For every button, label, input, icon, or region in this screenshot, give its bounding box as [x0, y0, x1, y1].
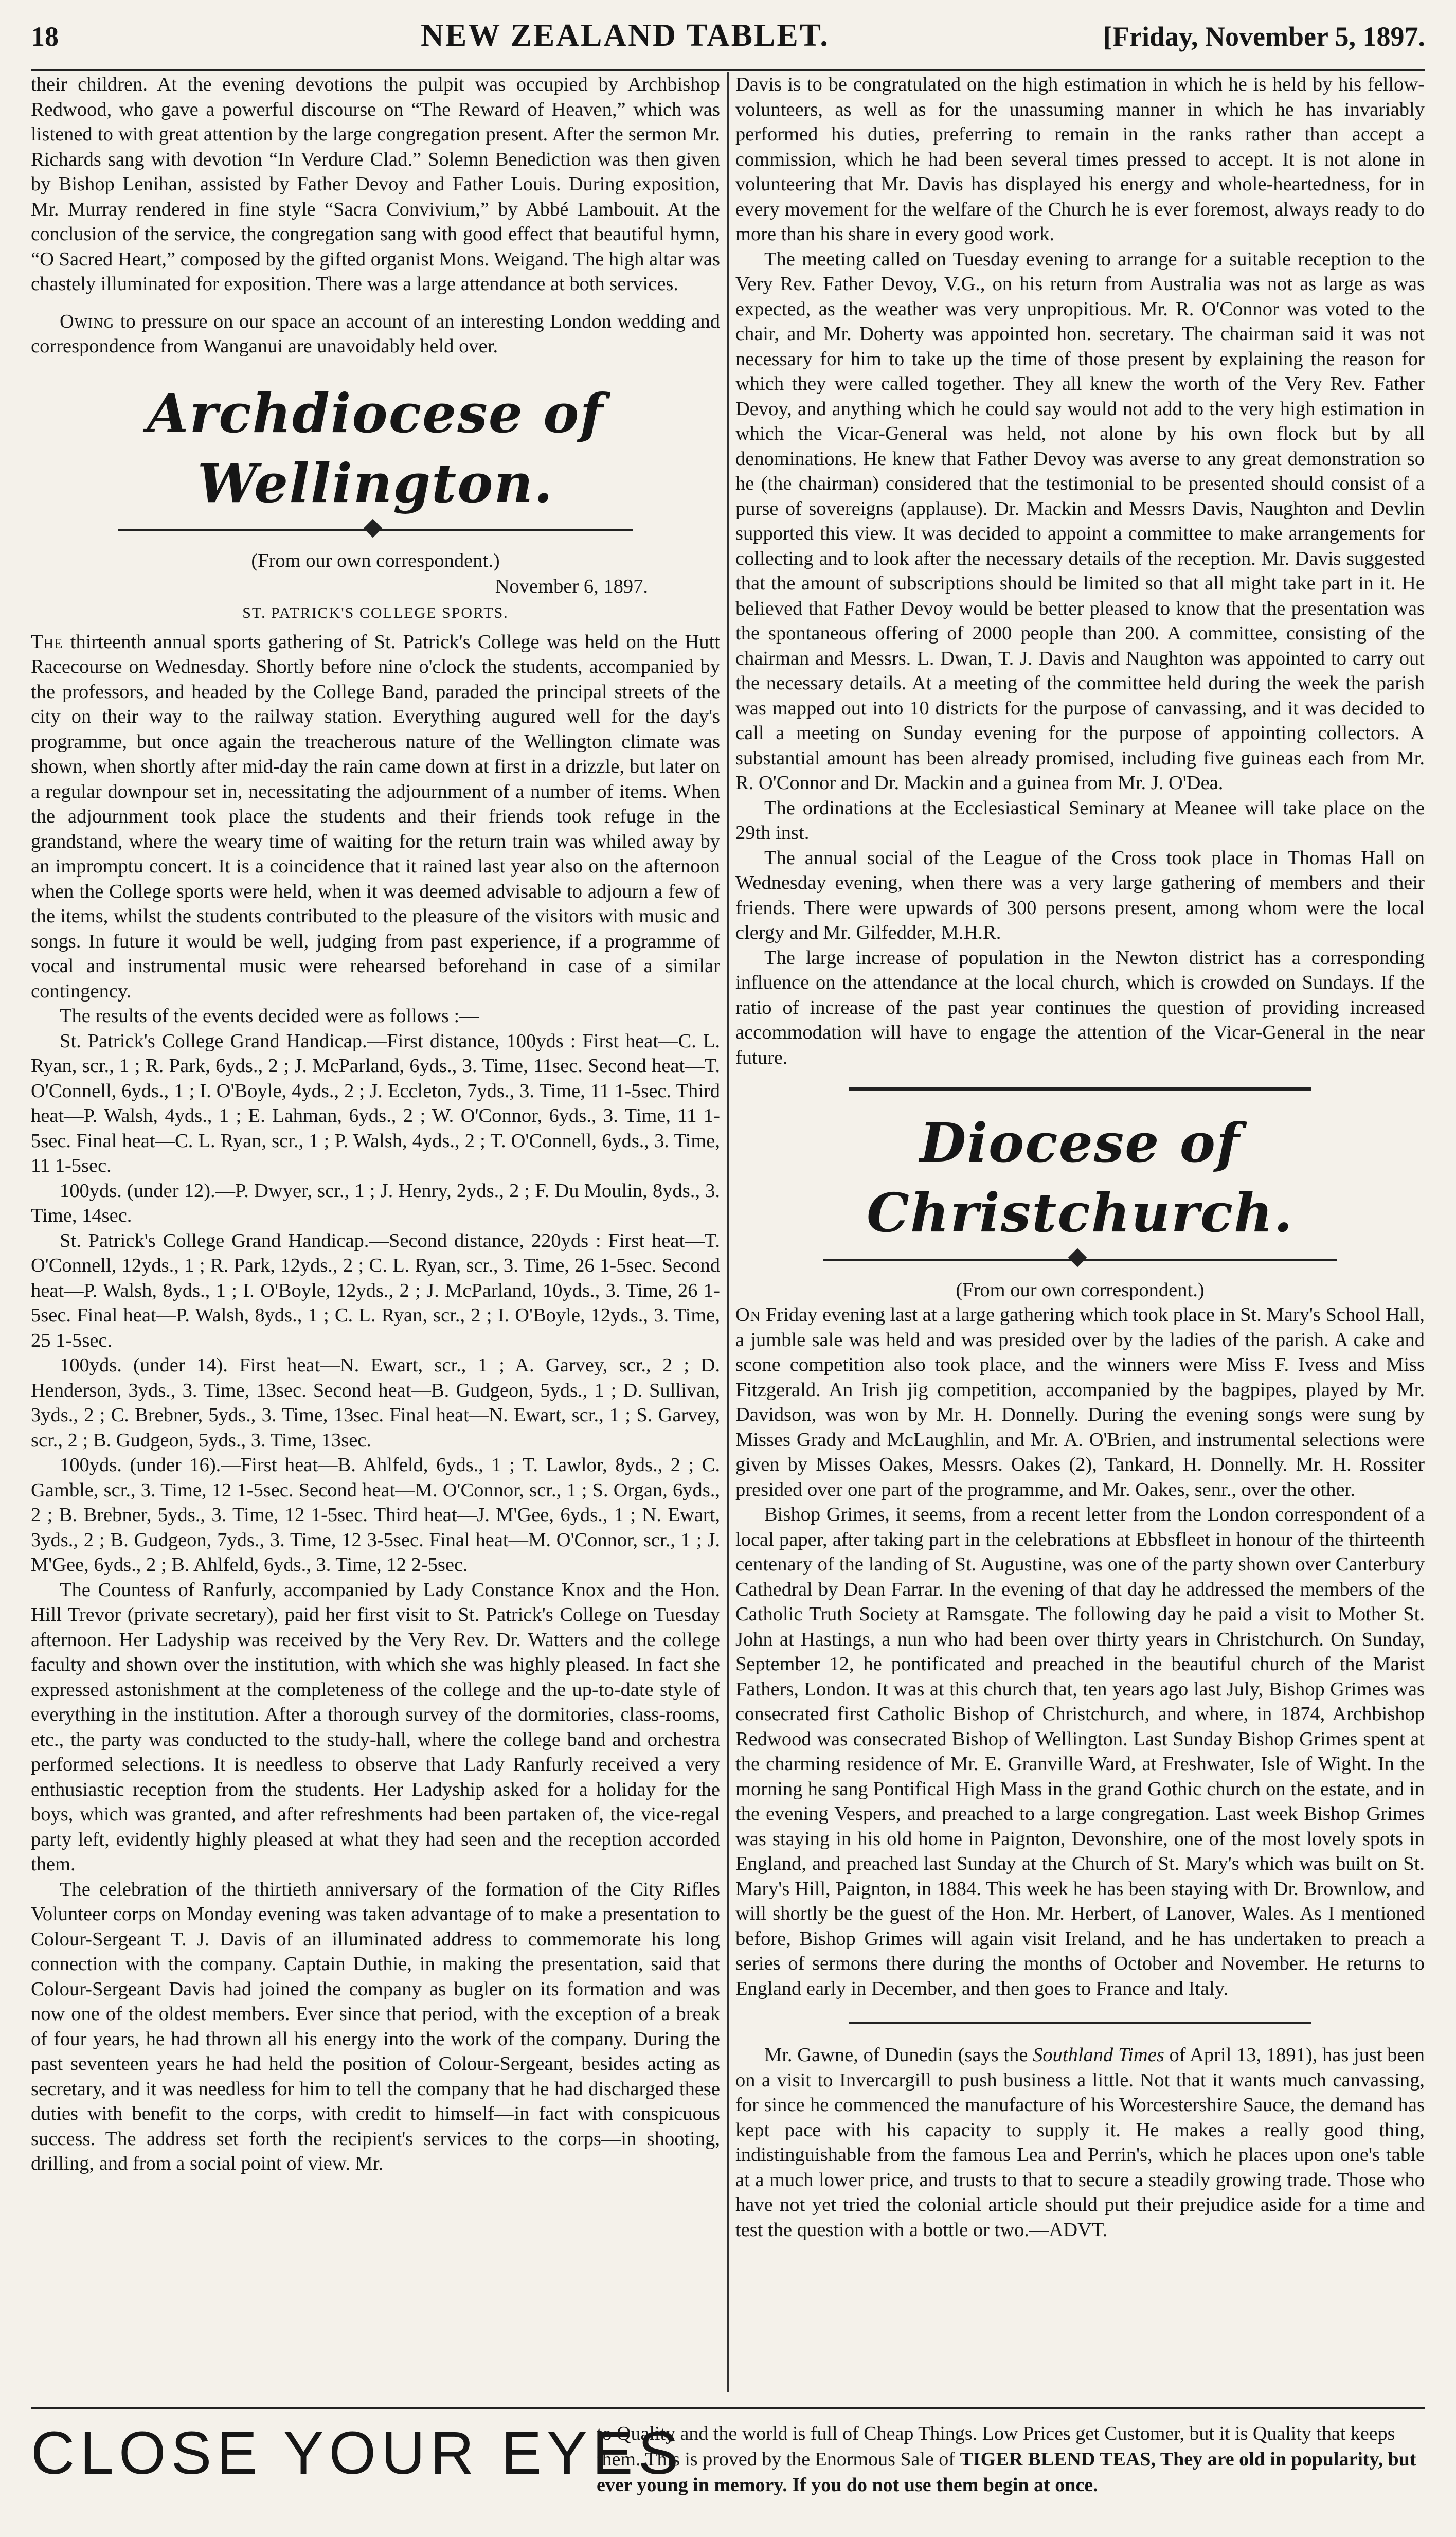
dateline: November 6, 1897.: [495, 575, 648, 597]
paragraph: The Countess of Ranfurly, accompanied by Lady Constance Knox and the Hon. Hill Trevor (private secretary), paid her first visit to St. Patrick's College on Tuesday afternoon. Her Ladyship was received by the Very Rev. Dr. Watters and the college faculty and shown over the institution, with which she was highly pleased. In fact she expressed astonishment at the completeness of the college and the up-to-date style of everything in the institution. After a thorough survey of the dormitories, class-rooms, etc., the party was conducted to the study-hall, where the college band and orchestra performed selections. It is needless to observe that Lady Ranfurly received a very enthusiastic reception from the students. Her Ladyship asked for a holiday for the boys, which was granted, and after refreshments had been partaken of, the vice-regal party left, evidently highly pleased at what they had seen and the reception accorded them.: [31, 1579, 720, 1875]
paragraph-text: to pressure on our space an account of an interesting London wedding and correspondence from Wanganui are unavoidably held over.: [31, 310, 720, 357]
paragraph-text: thirteenth annual sports gathering of St. Patrick's College was held on the Hutt Racecourse on Wednesday. Shortly before nine o'clock the students, accompanied by the professors, and headed by the College Band, paraded the principal streets of the city on their way to the railway station. Everything augured well for the day's programme, but once again the treacherous nature of the Wellington climate was shown, when shortly after mid-day the rain came down at first in a drizzle, but later on a regular downpour set in, necessitating the adjournment of a number of items. When the adjournment took place the students and their friends took refuge in the grandstand, where the weary time of waiting for the return train was whiled away by an impromptu concert. It is a coincidence that it rained last year also on the afternoon when the College sports were held, when it was deemed advisable to adjourn a few of the items, whilst the students contributed to the pleasure of the visitors with music and songs. In future it would be well, judging from past experience, if a programme of vocal and instrumental music were rehearsed beforehand in case of a similar contingency.: [31, 631, 720, 1002]
paragraph: The meeting called on Tuesday evening to arrange for a suitable reception to the Very Rev. Father Devoy, V.G., on his return from Australia was not as large as was expected, as the weather was very unpropitious. Mr. R. O'Connor was voted to the chair, and Mr. Doherty was appointed hon. secretary. The chairman said it was not necessary for him to take up the time of those present by explaining the reason for which they were called together. They all knew the worth of the Very Rev. Father Devoy, and anything which he could say would not add to the very high estimation in which the Vicar-General was held, not alone by his own flock but by all denominations. He knew that Father Devoy was averse to any great demonstration so he (the chairman) considered that the testimonial to be presented should consist of a purse of sovereigns (applause). Dr. Mackin and Messrs Davis, Naughton and Devlin supported this view. It was decided to appoint a committee to make arrangements for collecting and to look after the necessary details of the reception. Mr. Davis suggested that the amount of subscriptions should be limited so that all might take part in it. He believed that Father Devoy would be better pleased to know that the presentation was the spontaneous offering of 2000 people than 200. A committee, consisting of the chairman and Messrs. L. Dwan, T. J. Davis and Naughton was appointed to carry out the necessary details. At a meeting of the committee held during the week the parish was mapped out into 10 districts for the purpose of canvassing, and it was decided to call a meeting on Sunday evening for the purpose of appointing collectors. A substantial amount has been already promised, including five guineas each from Mr. R. O'Connor and Dr. Mackin and a guinea from Mr. J. O'Dea.: [735, 248, 1425, 794]
page-number: 18: [31, 21, 59, 52]
paragraph: The ordinations at the Ecclesiastical Seminary at Meanee will take place on the 29th inst.: [735, 797, 1425, 844]
section-divider: [849, 1087, 1311, 1091]
ornamental-rule: [118, 522, 633, 539]
correspondent-line: (From our own correspondent.): [251, 549, 500, 571]
column-left: [31, 72, 720, 2392]
paragraph: [735, 1302, 1425, 1502]
paragraph-text: of April 13, 1891), has just been on a visit to Invercargill to push business a little. Not that it wants much canvassing, for since he commenced the manufacture of his Worcestershire Sauce, the demand has kept pace with his capacity to supply it. He makes a really good thing, indistinguishable from the famous Lea and Perrin's, which he places upon one's table at a much lower price, and trusts to that to secure a steadily growing trade. Those who have not yet tried the colonial article should put their prejudice aside for a time and test the question with a bottle or two.—ADVT.: [735, 2044, 1425, 2241]
paragraph-text: Mr. Gawne, of Dunedin (says the: [764, 2044, 1033, 2066]
newspaper-title: NEW ZEALAND TABLET.: [421, 18, 830, 53]
advertorial-paragraph: [735, 2043, 1425, 2242]
paragraph: [31, 309, 720, 359]
advert-headline: CLOSE YOUR EYES: [31, 2419, 684, 2487]
lead-word: The: [31, 631, 63, 653]
paragraph: The annual social of the League of the Cross took place in Thomas Hall on Wednesday evening, when there was a very large gathering of members and their friends. There were upwards of 300 persons present, among whom were the local clergy and Mr. Gilfedder, M.H.R.: [735, 847, 1425, 943]
paragraph: The large increase of population in the Newton district has a corresponding influence on the attendance at the local church, which is crowded on Sundays. If the ratio of increase of the past year continues the question of providing increased accommodation will have to engage the attention of the Vicar-General in the near future.: [735, 946, 1425, 1068]
advert-brand: TIGER BLEND TEAS,: [960, 2449, 1156, 2470]
advertisement-banner: [31, 2407, 1425, 2528]
paragraph: Bishop Grimes, it seems, from a recent letter from the London correspondent of a local paper, after taking part in the celebrations at Ebbsfleet in honour of the thirteenth centenary of the landing of St. Augustine, was one of the party shown over Canterbury Cathedral by Dean Farrar. In the evening of that day he addressed the members of the Catholic Truth Society at Ramsgate. The following day he paid a visit to Mother St. John at Hastings, a nun who had been over thirty years in Christchurch. On Sunday, September 12, he pontificated and preached in the beautiful church of the Marist Fathers, London. It was at this church that, ten years ago last July, Bishop Grimes was consecrated first Catholic Bishop of Christchurch, and where, in 1874, Archbishop Redwood was consecrated Bishop of Wellington. Last Sunday Bishop Grimes spent at the charming residence of Mr. E. Granville Ward, at Freshwater, Isle of Wight. In the morning he sang Pontifical High Mass in the grand Gothic church on the estate, and in the evening Vespers, and preached to a large congregation. Last week Bishop Grimes was staying in his old home in Paignton, Devonshire, one of the most lovely spots in England, and preached last Sunday at the Church of St. Mary's which was built on St. Mary's Hill, Paignton, in 1884. This week he has been staying with Dr. Brownlow, and will shortly be the guest of the Hon. Mr. Herbert, of Lanover, Wales. As I mentioned before, Bishop Grimes will again visit Ireland, and he has undertaken to preach a series of sermons there during the months of October and November. He returns to England early in December, and then goes to France and Italy.: [735, 1504, 1425, 1999]
issue-date: [Friday, November 5, 1897.: [1103, 21, 1425, 52]
section-title-wellington: Archdiocese of Wellington.: [147, 381, 604, 515]
lead-word: Owing: [60, 310, 115, 332]
paragraph: their children. At the evening devotions the pulpit was occupied by Archbishop Redwood, who gave a powerful discourse on “The Reward of Heaven,” which was listened to with great attention by the large congregation present. After the sermon Mr. Richards sang with devotion “In Verdure Clad.” Solemn Benediction was then given by Bishop Lenihan, assisted by Father Devoy and Father Louis. During exposition, Mr. Murray rendered in fine style “Sacra Convivium,” by Abbé Lambouit. At the conclusion of the service, the congregation sang with good effect that beautiful hymn, “O Sacred Heart,” composed by the gifted organist Mons. Weigand. The high altar was chastely illuminated for exposition. There was a large attendance at both services.: [31, 74, 720, 295]
diamond-ornament-icon: [1068, 1248, 1087, 1267]
advert-text: [597, 2421, 1419, 2498]
lead-word: On: [735, 1304, 761, 1326]
result-entry: St. Patrick's College Grand Handicap.—First distance, 100yds : First heat—C. L. Ryan, scr., 1 ; R. Park, 6yds., 2 ; J. McParland, 6yds., 3. Time, 11sec. Second heat—T. O'Connell, 6yds., 1 ; I. O'Boyle, 4yds., 2 ; J. Eccleton, 7yds., 3. Time, 11 1-5sec. Third heat—P. Walsh, 4yds., 1 ; E. Lahman, 6yds., 2 ; W. O'Connor, 6yds., 3. Time, 11 1-5sec. Final heat—C. L. Ryan, scr., 1 ; P. Walsh, 4yds., 2 ; T. O'Connell, 6yds., 3. Time, 11 1-5sec.: [31, 1030, 720, 1176]
paragraph: Davis is to be congratulated on the high estimation in which he is held by his fellow-volunteers, as well as for the unassuming manner in which he has invariably performed his duties, preferring to remain in the ranks rather than accept a commission, which he had been several times pressed to accept. It is not alone in volunteering that Mr. Davis has displayed his energy and whole-heartedness, for in every movement for the welfare of the Church he is ever foremost, always ready to do more than his share in every good work.: [735, 74, 1425, 245]
section-title-christchurch: Diocese of Christchurch.: [867, 1111, 1293, 1244]
advert-copy: They are old in popularity, but ever young in memory. If you do not use them begin at once.: [597, 2449, 1416, 2496]
masthead: [31, 17, 1425, 71]
newspaper-name: Southland Times: [1033, 2044, 1164, 2066]
column-divider: [727, 72, 729, 2392]
correspondent-line: (From our own correspondent.): [956, 1279, 1205, 1301]
paragraph-text: Friday evening last at a large gathering which took place in St. Mary's School Hall, a jumble sale was held and was presided over by the ladies of the parish. A cake and scone competition also took place, and the winners were Miss F. Ivess and Miss Fitzgerald. An Irish jig competition, accompanied by the bagpipes, played by Mr. Davidson, was won by Mr. H. Donnelly. During the evening songs were sung by Misses Grady and McLaughlin, and Mr. A. O'Brien, and instrumental selections were given by Misses Oakes, Messrs. Oakes (2), Tankard, H. Donnelly. Mr. H. Rossiter presided over one part of the programme, and Mr. Oakes, senr., over the other.: [735, 1304, 1425, 1500]
article-columns: [31, 72, 1425, 2392]
paragraph: [31, 630, 720, 1004]
column-right: [735, 72, 1425, 2392]
advert-copy: to Quality and the world is full of Cheap Things. Low Prices get Customer, but it is Quality that keeps them. This is proved by the Enormous Sale of: [597, 2423, 1395, 2470]
section-divider: [849, 2022, 1311, 2024]
result-entry: 100yds. (under 12).—P. Dwyer, scr., 1 ; J. Henry, 2yds., 2 ; F. Du Moulin, 8yds., 3. Time, 14sec.: [31, 1180, 720, 1226]
result-entry: 100yds. (under 16).—First heat—B. Ahlfeld, 6yds., 1 ; T. Lawlor, 8yds., 2 ; C. Gamble, scr., 3. Time, 12 1-5sec. Second heat—M. O'Connor, scr., 1 ; S. Organ, 6yds., 2 ; B. Brebner, 5yds., 3. Time, 12 1-5sec. Third heat—J. M'Gee, 6yds., 1 ; N. Ewart, 3yds., 2 ; B. Gudgeon, 7yds., 3. Time, 12 3-5sec. Final heat—M. O'Connor, scr., 1 ; J. M'Gee, 6yds., 2 ; B. Ahlfeld, 6yds., 3. Time, 12 2-5sec.: [31, 1454, 720, 1576]
ornamental-rule: [823, 1251, 1337, 1268]
paragraph: The celebration of the thirtieth anniversary of the formation of the City Rifles Volunteer corps on Monday evening was taken advantage of to make a presentation to Colour-Sergeant T. J. Davis of an illuminated address to commemorate his long connection with the company. Captain Duthie, in making the presentation, said that Colour-Sergeant Davis had joined the company as bugler on its formation and was now one of the oldest members. Ever since that period, with the exception of a break of four years, he had thrown all his energy into the work of the company. During the past seventeen years he had held the position of Colour-Sergeant, besides acting as secretary, and it was needless for him to tell the company that he had discharged these duties with benefit to the corps, with credit to himself—in fact with conspicuous success. The address set forth the recipient's services to the corps—in shooting, drilling, and from a social point of view. Mr.: [31, 1878, 720, 2174]
result-entry: St. Patrick's College Grand Handicap.—Second distance, 220yds : First heat—T. O'Connell, 12yds., 1 ; R. Park, 12yds., 2 ; C. L. Ryan, scr., 3. Time, 26 1-5sec. Second heat—P. Walsh, 8yds., 1 ; I. O'Boyle, 12yds., 2 ; J. McParland, 10yds., 3. Time, 26 1-5sec. Final heat—P. Walsh, 8yds., 1 ; C. L. Ryan, scr., 2 ; I. O'Boyle, 12yds., 3. Time, 25 1-5sec.: [31, 1229, 720, 1351]
diamond-ornament-icon: [364, 519, 383, 538]
paragraph: The results of the events decided were as follows :—: [60, 1005, 479, 1027]
subheading: ST. PATRICK'S COLLEGE SPORTS.: [242, 604, 509, 621]
result-entry: 100yds. (under 14). First heat—N. Ewart, scr., 1 ; A. Garvey, scr., 2 ; D. Henderson, 3yds., 3. Time, 13sec. Second heat—B. Gudgeon, 5yds., 1 ; D. Sullivan, 3yds., 2 ; C. Brebner, 5yds., 3. Time, 13sec. Final heat—N. Ewart, scr., 1 ; S. Garvey, scr., 2 ; B. Gudgeon, 5yds., 3. Time, 13sec.: [31, 1354, 720, 1451]
